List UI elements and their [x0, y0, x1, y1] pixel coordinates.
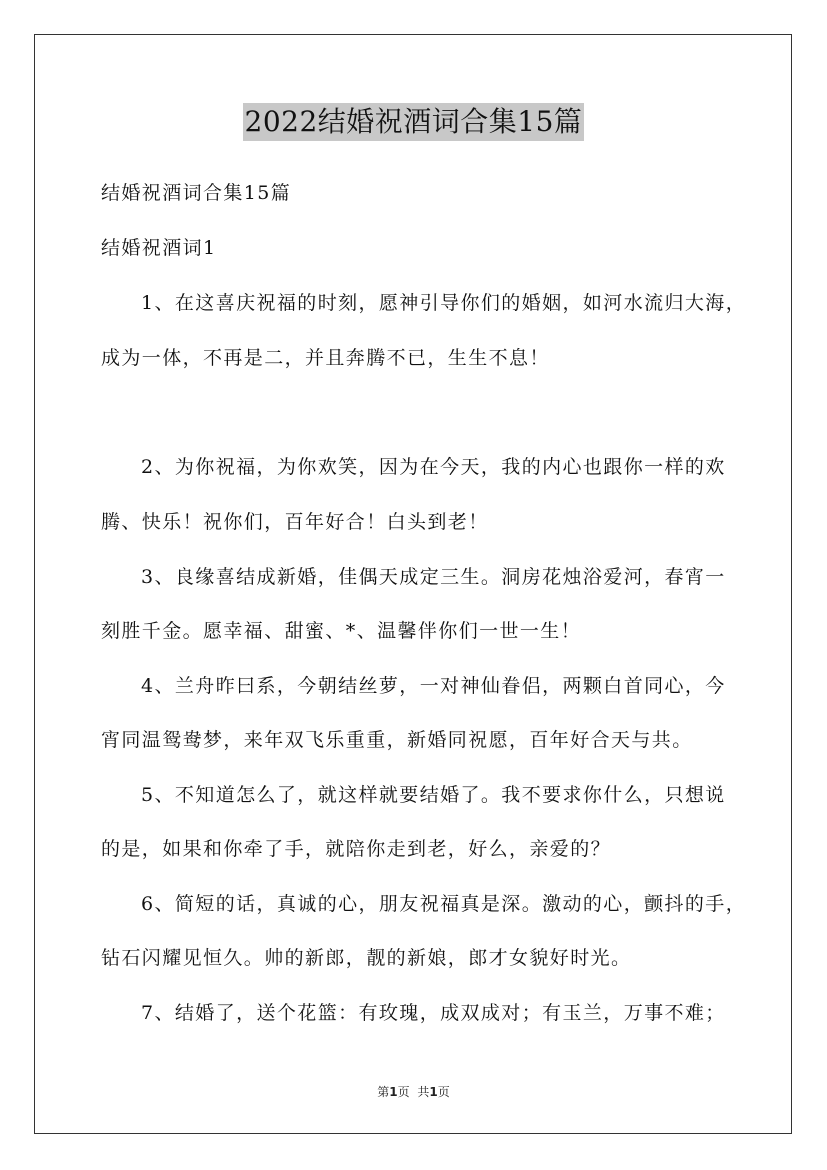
- paragraph-6-line-2: 钻石闪耀见恒久。帅的新郎，靓的新娘，郎才女貌好时光。: [101, 947, 632, 969]
- paragraph-3-line-1: 3、良缘喜结成新婚，佳偶天成定三生。洞房花烛浴爱河，春宵一: [141, 566, 726, 588]
- page-suffix: 页: [397, 1085, 410, 1099]
- page-number: 1: [389, 1085, 398, 1099]
- total-prefix: 共: [417, 1085, 430, 1099]
- total-pages: 1: [429, 1085, 438, 1099]
- paragraph-5-line-1: 5、不知道怎么了，就这样就要结婚了。我不要求你什么，只想说: [141, 784, 726, 806]
- paragraph-3-line-2: 刻胜千金。愿幸福、甜蜜、*、温馨伴你们一世一生！: [101, 620, 582, 642]
- paragraph-6-line-1: 6、简短的话，真诚的心，朋友祝福真是深。激动的心，颤抖的手，: [141, 893, 747, 915]
- paragraph-4-line-2: 宵同温鸳鸯梦，来年双飞乐重重，新婚同祝愿，百年好合天与共。: [101, 729, 693, 751]
- document-subtitle: 结婚祝酒词合集15篇: [101, 182, 292, 204]
- paragraph-2-line-1: 2、为你祝福，为你欢笑，因为在今天，我的内心也跟你一样的欢: [141, 456, 726, 478]
- section-heading: 结婚祝酒词1: [101, 237, 217, 259]
- paragraph-1-line-2: 成为一体，不再是二，并且奔腾不已，生生不息！: [101, 347, 550, 369]
- page-prefix: 第: [377, 1085, 390, 1099]
- title-container: [0, 103, 827, 141]
- paragraph-4-line-1: 4、兰舟昨曰系，今朝结丝萝，一对神仙眷侣，两颗白首同心，今: [141, 675, 726, 697]
- document-title: 2022结婚祝酒词合集15篇: [243, 103, 585, 141]
- page-footer: [0, 1083, 827, 1100]
- paragraph-7-line-1: 7、结婚了，送个花篮：有玫瑰，成双成对；有玉兰，万事不难；: [141, 1002, 726, 1024]
- total-suffix: 页: [437, 1085, 450, 1099]
- paragraph-5-line-2: 的是，如果和你牵了手，就陪你走到老，好么，亲爱的？: [101, 838, 612, 860]
- paragraph-1-line-1: 1、在这喜庆祝福的时刻，愿神引导你们的婚姻，如河水流归大海，: [141, 292, 747, 314]
- paragraph-2-line-2: 腾、快乐！祝你们，百年好合！白头到老！: [101, 511, 489, 533]
